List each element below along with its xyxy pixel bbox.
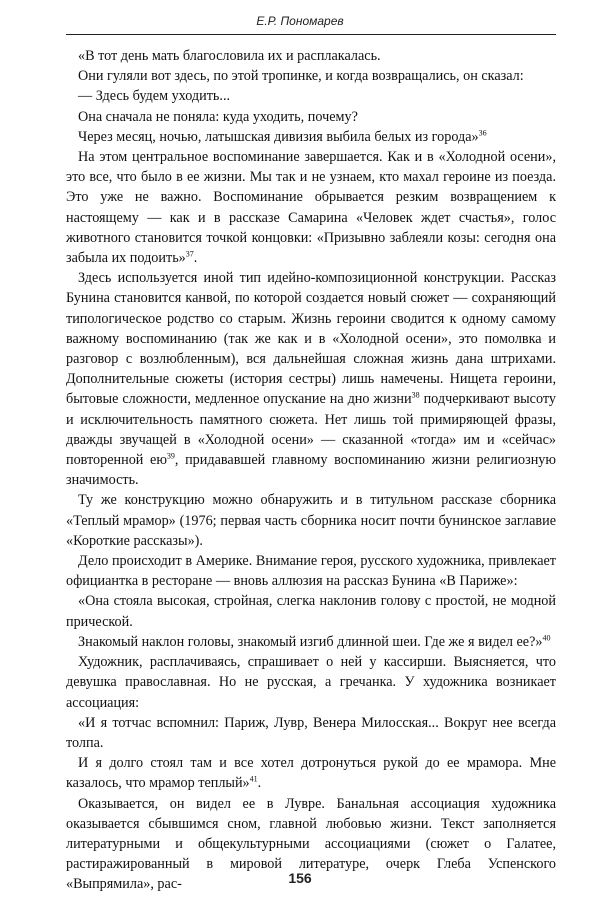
paragraph: Ту же конструкцию можно обнаружить и в титульном рассказе сборника «Теплый мрамор» (1976; первая часть сборника носит почти бунинское заглавие «Короткие рассказы»). [66, 492, 556, 549]
header-rule [66, 34, 556, 35]
paragraph: Художник, расплачиваясь, спрашивает о ней у кассирши. Выясняется, что девушка православная. Но не русская, а гречанка. У художника возникает ассоциация: [66, 654, 556, 711]
paragraph: Через месяц, ночью, латышская дивизия выбила белых из города»$^{36}$ [78, 128, 487, 145]
paragraph: — Здесь будем уходить... [78, 88, 231, 105]
paragraph: «Она стояла высокая, стройная, слегка наклонив голову с простой, не модной прической. [66, 593, 556, 630]
paragraph: На этом центральное воспоминание завершается. Как и в «Холодной осени», это все, что было в ее жизни. Мы так и не узнаем, кто махал героине из поезда. Это уже не важно. Воспоминание обрывается резким возвращением к настоящему — как и в рассказе Самарина «Человек ждет счастья», голос животного становится точкой концовки: «Призывно заблеяли козы: сегодня она забыла их подоить»$^{37}$. [66, 149, 556, 267]
paragraph: «И я тотчас вспомнил: Париж, Лувр, Венера Милосская... Вокруг нее всегда толпа. [66, 714, 556, 751]
footnote-ref: 40 [542, 633, 551, 643]
paragraph: Она сначала не поняла: куда уходить, почему? [78, 108, 358, 125]
paragraph: Оказывается, он видел ее в Лувре. Банальная ассоциация художника оказывается сбывшимся сном, главной любовью жизни. Текст заполняется литературными и общекультурными ассоциациями (сюжет о Галатее, растиражированный в мировой литературе, очерк Глеба Успенского «Выпрямила», рас- [66, 795, 556, 893]
paragraph: «В тот день мать благословила их и расплакалась. [78, 48, 381, 64]
footnote-ref: 38 [411, 390, 420, 400]
footnote-ref: 37 [185, 249, 194, 259]
paragraph: Здесь используется иной тип идейно-композиционной конструкции. Рассказ Бунина становится канвой, по которой создается новый сюжет — сохраняющий типологическое родство со старым. Жизнь героини сводится к одному самому важному воспоминанию (так же как и в «Холодной осени», это помолвка и разговор с возлюбленным), вся дальнейшая сложная жизнь дана штрихами. Дополнительные сюжеты (история сестры) лишь намечены. Нищета героини, бытовые сложности, медленное опускание на дно жизни$^{38}$ подчеркивают высоту и исключительность памятного сюжета. Нет лишь той примиряющей фразы, дважды звучащей в «Холодной осени» — сказанной «тогда» им и «сейчас» повторенной $ею^{39}$, придававшей главному воспоминанию жизни религиозную значимость. [66, 270, 556, 489]
footnote-ref: 36 [478, 128, 487, 138]
paragraph: Знакомый наклон головы, знакомый изгиб длинной шеи. Где же я видел ее?»$^{40}$ [78, 633, 551, 650]
footnote-ref: 39 [166, 451, 175, 461]
body-text [66, 46, 556, 895]
footnote-ref: 41 [249, 774, 258, 784]
page-number: 156 [288, 870, 312, 886]
paragraph: Они гуляли вот здесь, по этой тропинке, и когда возвращались, он сказал: [78, 68, 524, 85]
running-head: Е.Р. Пономарев [256, 14, 344, 28]
paragraph: Дело происходит в Америке. Внимание героя, русского художника, привлекает официантка в ресторане — вновь аллюзия на рассказ Бунина «В Париже»: [66, 553, 556, 590]
paragraph: И я долго стоял там и все хотел дотронуться рукой до ее мрамора. Мне казалось, что мрамор теплый»$^{41}$. [66, 755, 556, 792]
